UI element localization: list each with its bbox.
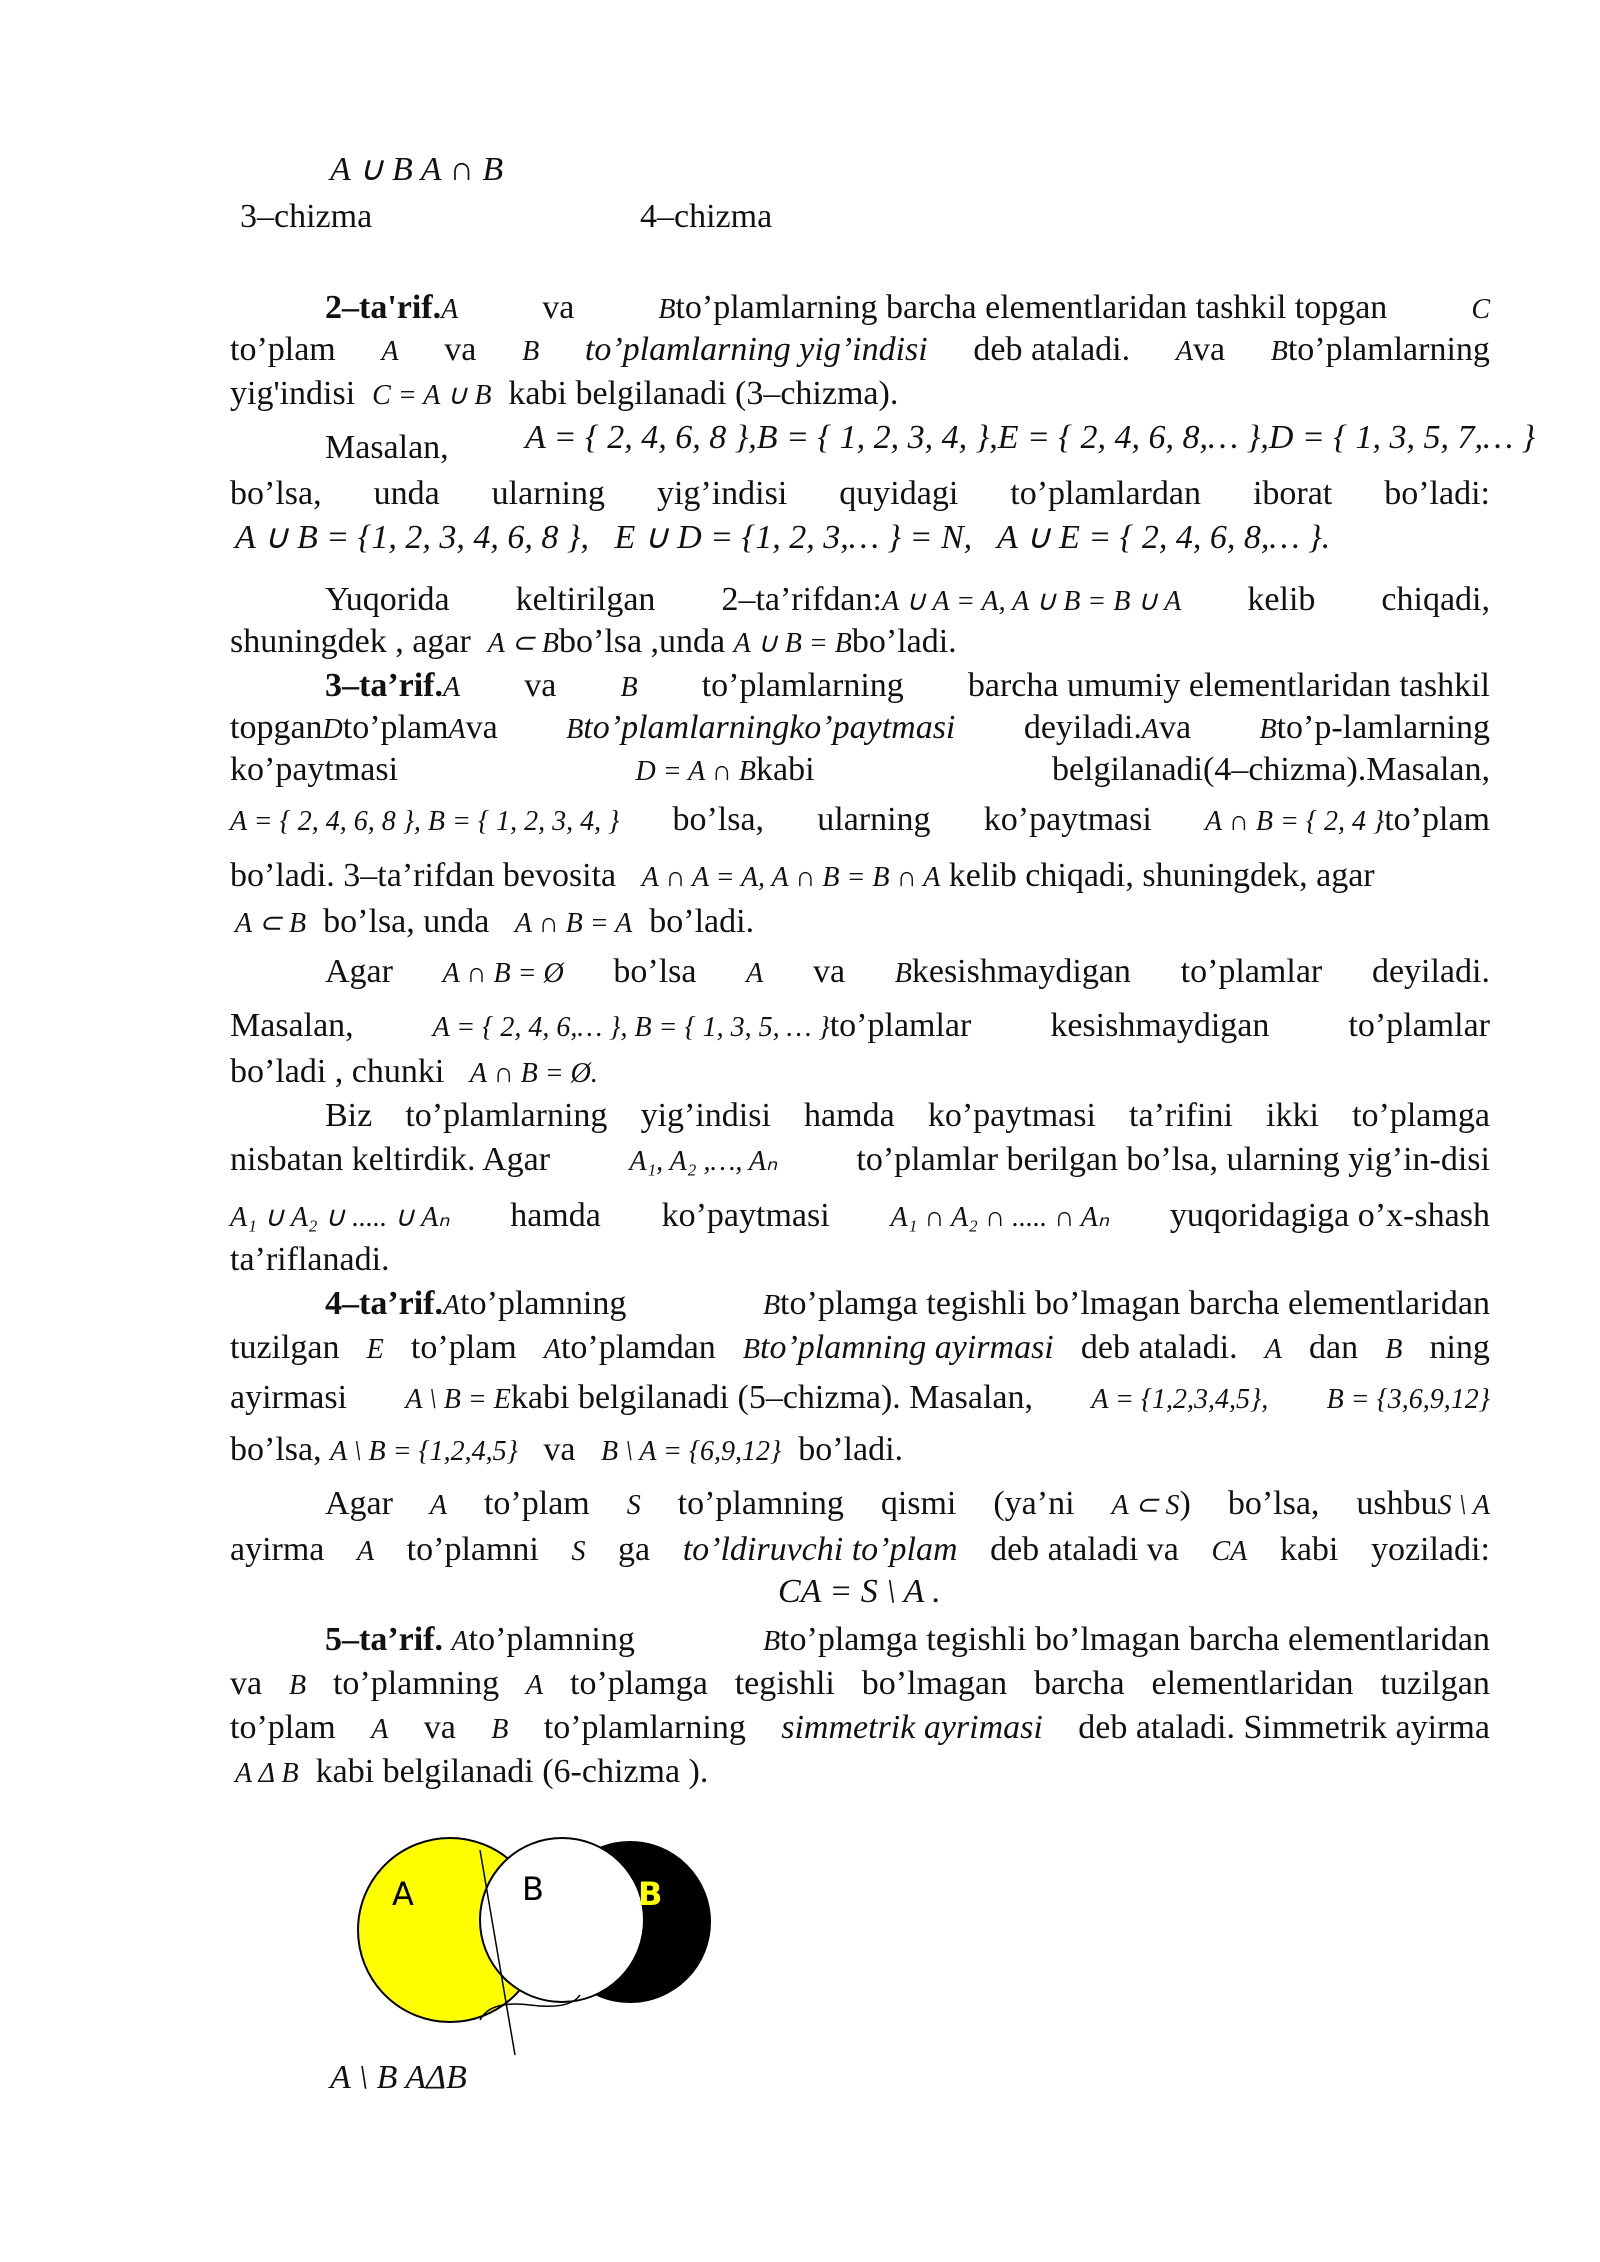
word: deyiladi. xyxy=(1371,953,1490,990)
label-a: A xyxy=(392,1875,414,1913)
def2-line-7 xyxy=(230,580,1490,622)
word: yig’indisi xyxy=(656,475,788,512)
formula: A₁, A₂ ,…, Aₙ xyxy=(629,1146,778,1177)
word: ushbu xyxy=(1356,1485,1438,1522)
def3-line-4 xyxy=(230,800,1490,842)
def5-line-1 xyxy=(230,1620,1490,1662)
def2-line-6 xyxy=(235,518,1330,558)
formula-union-intersection xyxy=(330,150,503,190)
math-b: B xyxy=(288,1670,307,1701)
formula: A ∩ B = Ø xyxy=(442,958,564,989)
text: to’plamga tegishli bo’lmagan barcha elementlaridan xyxy=(780,1285,1490,1322)
word: Agar xyxy=(325,1485,393,1522)
word: elementlaridan xyxy=(1151,1665,1354,1702)
caption-chizma-4: 4–chizma xyxy=(640,198,773,235)
math-a: A xyxy=(371,1714,389,1745)
term-product: to’plamlarningko’paytmasi xyxy=(583,709,956,746)
text: deb ataladi va xyxy=(990,1531,1179,1568)
word: to’plamga xyxy=(570,1665,708,1702)
math-b: B xyxy=(742,1334,761,1365)
def3-line-1 xyxy=(230,666,1490,708)
word: to’plamlar xyxy=(1348,1007,1490,1044)
math-b: B xyxy=(522,336,540,367)
word: yig’indisi xyxy=(640,1097,771,1134)
word: kabi xyxy=(1279,1531,1339,1568)
word: to’plamlarning xyxy=(701,667,904,704)
general-line-3 xyxy=(230,1196,1490,1238)
text: nisbatan keltirdik. Agar xyxy=(230,1141,551,1178)
text: kelib chiqadi, shuningdek, agar xyxy=(948,857,1375,894)
punct: . xyxy=(1321,519,1331,556)
math-b: B xyxy=(1385,1334,1403,1365)
word: ularning xyxy=(817,801,931,838)
text: belgilanadi(4–chizma).Masalan, xyxy=(1051,751,1490,788)
circle-b-white xyxy=(480,1838,644,2002)
math-s: S xyxy=(571,1536,586,1567)
text: bo’ladi. 3–ta’rifdan bevosita xyxy=(230,857,617,894)
word: unda xyxy=(373,475,440,512)
def4-line-2 xyxy=(230,1328,1490,1370)
text: to’plamga tegishli bo’lmagan barcha elementlaridan xyxy=(780,1621,1490,1658)
math-a: A xyxy=(1141,714,1159,745)
word: va xyxy=(1192,331,1226,368)
word: to’plamning xyxy=(332,1665,500,1702)
caption-symmetric-difference: AΔB xyxy=(405,2059,467,2096)
math-b: B xyxy=(762,1290,781,1321)
math-a: A xyxy=(1175,336,1193,367)
word: yig'indisi xyxy=(230,375,356,412)
word: iborat xyxy=(1252,475,1333,512)
math-a: A xyxy=(443,1290,461,1321)
math-a: A xyxy=(526,1670,544,1701)
word: to’plam xyxy=(483,1485,590,1522)
label-b-black: B xyxy=(638,1875,663,1913)
word: to’plam xyxy=(410,1329,517,1366)
word: kesishmaydigan xyxy=(911,953,1131,990)
word: va xyxy=(465,709,498,746)
formula: B = {3,6,9,12} xyxy=(1326,1384,1490,1415)
def3-line-7 xyxy=(230,952,1490,994)
math-b: B xyxy=(894,958,912,989)
word: bo’lsa, xyxy=(230,1431,322,1468)
formula: A₁ ∪ A₂ ∪ ..... ∪ Aₙ xyxy=(230,1202,450,1233)
text: kabi belgilanadi (5–chizma). Masalan, xyxy=(510,1379,1033,1416)
formula: A ⊂ B xyxy=(235,908,307,939)
term-symmetric-difference: simmetrik ayrimasi xyxy=(781,1709,1043,1746)
formula: A ∩ B = { 2, 4 } xyxy=(1205,806,1385,837)
word: yoziladi: xyxy=(1370,1531,1490,1568)
def3-line-5 xyxy=(230,856,1375,898)
def2-line-8 xyxy=(230,622,957,664)
formula: D = A ∩ B xyxy=(635,756,756,787)
word: to’plamdan xyxy=(560,1329,716,1366)
word: dan xyxy=(1308,1329,1359,1366)
math-c: C xyxy=(1471,294,1490,325)
general-line-2 xyxy=(230,1140,1490,1182)
word: (ya’ni xyxy=(993,1485,1075,1522)
word: va xyxy=(230,1665,263,1702)
word: to’plamning xyxy=(460,1285,627,1322)
word: tuzilgan xyxy=(230,1329,340,1366)
formula: A = { 2, 4, 6, 8 }, B = { 1, 2, 3, 4, } xyxy=(230,806,620,837)
formula: A \ B = {1,2,4,5} xyxy=(330,1436,518,1467)
word: to’plamlarning xyxy=(543,1709,746,1746)
word: ga xyxy=(618,1531,651,1568)
formula: E ∪ D = {1, 2, 3,… } = N, xyxy=(614,519,973,556)
word: quyidagi xyxy=(839,475,959,512)
word: kesishmaydigan xyxy=(1050,1007,1270,1044)
word: va xyxy=(444,331,477,368)
word: ko’paytmasi xyxy=(927,1097,1096,1134)
def4-line-5 xyxy=(230,1484,1490,1526)
venn-diagram-figure xyxy=(330,1830,730,2060)
def3-line-9 xyxy=(230,1052,598,1094)
word: bo’lsa, xyxy=(1227,1485,1320,1522)
word: to’plamning xyxy=(468,1621,635,1658)
math-d: D xyxy=(322,714,343,745)
text: bo’ladi , chunki xyxy=(230,1053,445,1090)
def5-line-3 xyxy=(230,1708,1490,1750)
word: ularning xyxy=(491,475,605,512)
term-difference: to’plamning ayirmasi xyxy=(760,1329,1054,1366)
math-ca: CA xyxy=(1211,1536,1248,1567)
def3-line-6 xyxy=(235,902,754,944)
word: ning xyxy=(1429,1329,1490,1366)
word: ta’rifini xyxy=(1129,1097,1233,1134)
formula: A \ B = E xyxy=(405,1384,511,1415)
math-a: A xyxy=(1264,1334,1282,1365)
text: bo’lsa ,unda xyxy=(558,623,726,660)
word: ko’paytmasi xyxy=(230,751,399,788)
word: bo’lsa xyxy=(613,953,697,990)
set-e: E = { 2, 4, 6, 8,… }, xyxy=(997,419,1269,456)
def5-heading: 5–ta’rif. xyxy=(325,1621,444,1658)
text: deb ataladi. xyxy=(973,331,1131,368)
def5-line-4 xyxy=(235,1752,708,1794)
text: barcha umumiy elementlaridan tashkil xyxy=(967,667,1490,704)
set-b: B = { 1, 2, 3, 4, }, xyxy=(756,419,998,456)
word: Biz xyxy=(325,1097,373,1134)
def3-line-2 xyxy=(230,708,1490,750)
word: to’plamning xyxy=(677,1485,844,1522)
def4-line-3 xyxy=(230,1378,1490,1420)
word: bo’lsa, xyxy=(672,801,765,838)
word: bo’ladi: xyxy=(1384,475,1490,512)
word: Yuqorida xyxy=(325,581,450,618)
word: 2–ta’rifdan: xyxy=(721,581,882,618)
def3-line-3 xyxy=(230,750,1490,792)
formula: A ∪ E = { 2, 4, 6, 8,… } xyxy=(997,519,1322,556)
word: tuzilgan xyxy=(1380,1665,1490,1702)
word: ko’paytmasi xyxy=(983,801,1152,838)
term-complement: to’ldiruvchi to’plam xyxy=(682,1531,958,1568)
math-s: S xyxy=(626,1490,641,1521)
text: deb ataladi. xyxy=(1080,1329,1238,1366)
text: deb ataladi. Simmetrik ayirma xyxy=(1078,1709,1490,1746)
math-b: B xyxy=(1270,336,1288,367)
word: va xyxy=(423,1709,456,1746)
formula: A₁ ∩ A₂ ∩ ..... ∩ Aₙ xyxy=(890,1202,1110,1233)
text: bo’lsa, unda xyxy=(323,903,490,940)
formula: A = {1,2,3,4,5}, xyxy=(1091,1384,1269,1415)
word: qismi xyxy=(880,1485,957,1522)
math-e: E xyxy=(366,1334,384,1365)
caption-chizma-3: 3–chizma xyxy=(240,198,373,235)
math-b: B xyxy=(762,1626,781,1657)
figure-captions xyxy=(330,2058,467,2098)
word: keltirilgan xyxy=(515,581,656,618)
def4-heading: 4–ta’rif. xyxy=(325,1285,444,1322)
formula: A ⊂ B xyxy=(487,628,559,659)
word: chiqadi, xyxy=(1381,581,1490,618)
def2-line-1 xyxy=(230,288,1490,330)
formula: A ∪ B = {1, 2, 3, 4, 6, 8 }, xyxy=(235,519,589,556)
word: hamda xyxy=(804,1097,895,1134)
def2-line-2 xyxy=(230,330,1490,372)
set-a: A = { 2, 4, 6, 8 }, xyxy=(525,419,757,456)
word: va xyxy=(542,289,575,326)
def2-example-label: Masalan, xyxy=(325,429,449,466)
text: yuqoridagiga o’x-shash xyxy=(1169,1197,1490,1234)
word: kelib xyxy=(1247,581,1316,618)
def4-line-1 xyxy=(230,1284,1490,1326)
text: kabi belgilanadi (3–chizma). xyxy=(508,375,899,412)
math-a: A xyxy=(746,958,764,989)
general-line-1 xyxy=(230,1096,1490,1136)
formula: A ∪ B = B xyxy=(733,628,852,659)
def2-heading: 2–ta'rif. xyxy=(325,289,442,326)
word: ayirma xyxy=(230,1531,325,1568)
word: tegishli xyxy=(734,1665,835,1702)
formula-intersection: A ∩ B xyxy=(420,151,504,188)
math-b: B xyxy=(658,294,676,325)
def3-heading: 3–ta’rif. xyxy=(325,667,444,704)
formula: S \ A xyxy=(1437,1490,1490,1521)
general-line-4: ta’riflanadi. xyxy=(230,1241,390,1278)
text: to’plamlar berilgan bo’lsa, ularning yig’in-disi xyxy=(856,1141,1490,1178)
word: to’plam xyxy=(342,709,449,746)
formula: A ∩ A = A, A ∩ B = B ∩ A xyxy=(641,862,941,893)
formula: A ∪ A = A, A ∪ B = B ∪ A xyxy=(881,586,1182,617)
word: va xyxy=(543,1431,576,1468)
term-union: to’plamlarning yig’indisi xyxy=(584,331,928,368)
def2-line-3 xyxy=(230,374,898,416)
word: barcha xyxy=(1034,1665,1125,1702)
def2-line-5 xyxy=(230,474,1490,514)
formula: C = A ∪ B xyxy=(372,380,492,411)
math-b: B xyxy=(620,672,638,703)
word: bo’lsa, xyxy=(230,475,322,512)
formula: A = { 2, 4, 6,… }, B = { 1, 3, 5, … } xyxy=(432,1012,830,1043)
text: to’plamlarning barcha elementlaridan tashkil topgan xyxy=(675,289,1388,326)
math-a: A xyxy=(381,336,399,367)
math-b: B xyxy=(566,714,584,745)
word: to’plamni xyxy=(406,1531,539,1568)
caption-difference: A \ B xyxy=(330,2059,398,2096)
word: to’plamlar xyxy=(829,1007,972,1044)
def5-line-2 xyxy=(230,1664,1490,1706)
math-a: A xyxy=(451,1626,469,1657)
formula: A ⊂ S xyxy=(1111,1490,1180,1521)
word: to’plamlardan xyxy=(1010,475,1201,512)
word: bo’lmagan xyxy=(861,1665,1008,1702)
word: Masalan, xyxy=(230,1007,354,1044)
word: bo’ladi. xyxy=(798,1431,904,1468)
math-b: B xyxy=(491,1714,509,1745)
word: to’plamlarning xyxy=(405,1097,608,1134)
word: va xyxy=(524,667,557,704)
word: to’p-lamlarning xyxy=(1276,709,1490,746)
word: to’plam xyxy=(230,331,336,368)
text: shuningdek , agar xyxy=(230,623,471,660)
formula: A Δ B xyxy=(235,1758,299,1789)
word: to’plamlarning xyxy=(1287,331,1490,368)
label-b-white: B xyxy=(522,1870,544,1908)
def4-line-6 xyxy=(230,1530,1490,1572)
word: to’plam xyxy=(1384,801,1490,838)
math-a: A xyxy=(429,1490,448,1521)
word: Agar xyxy=(325,953,393,990)
def2-example-sets xyxy=(525,418,1536,458)
word: hamda xyxy=(510,1197,601,1234)
word: ko’paytmasi xyxy=(661,1197,830,1234)
text: kabi belgilanadi (6-chizma ). xyxy=(315,1753,709,1790)
word: to’plamga xyxy=(1352,1097,1490,1134)
punct: ) xyxy=(1179,1485,1191,1522)
word: va xyxy=(812,953,846,990)
math-a: A xyxy=(441,294,459,325)
formula: A ∩ B = A xyxy=(514,908,633,939)
math-a: A xyxy=(356,1536,375,1567)
word: va xyxy=(1158,709,1192,746)
def4-complement-formula: CA = S \ A . xyxy=(778,1573,941,1610)
text: bo’ladi. xyxy=(851,623,957,660)
math-a: A xyxy=(543,1334,561,1365)
word: deyiladi. xyxy=(1023,709,1142,746)
formula: B \ A = {6,9,12} xyxy=(600,1436,782,1467)
word: kabi xyxy=(756,751,815,788)
word: topgan xyxy=(230,709,323,746)
math-b: B xyxy=(1259,714,1277,745)
formula: A ∩ B = Ø. xyxy=(469,1058,598,1089)
def4-line-4 xyxy=(230,1430,903,1472)
set-d: D = { 1, 3, 5, 7,… } xyxy=(1268,419,1536,456)
def3-line-8 xyxy=(230,1006,1490,1048)
math-a: A xyxy=(448,714,466,745)
text: bo’ladi. xyxy=(649,903,755,940)
word: ikki xyxy=(1266,1097,1319,1134)
math-a: A xyxy=(443,672,461,703)
formula-union: A ∪ B xyxy=(330,151,413,188)
word: to’plamlar xyxy=(1180,953,1323,990)
word: to’plam xyxy=(230,1709,336,1746)
word: ayirmasi xyxy=(230,1379,348,1416)
